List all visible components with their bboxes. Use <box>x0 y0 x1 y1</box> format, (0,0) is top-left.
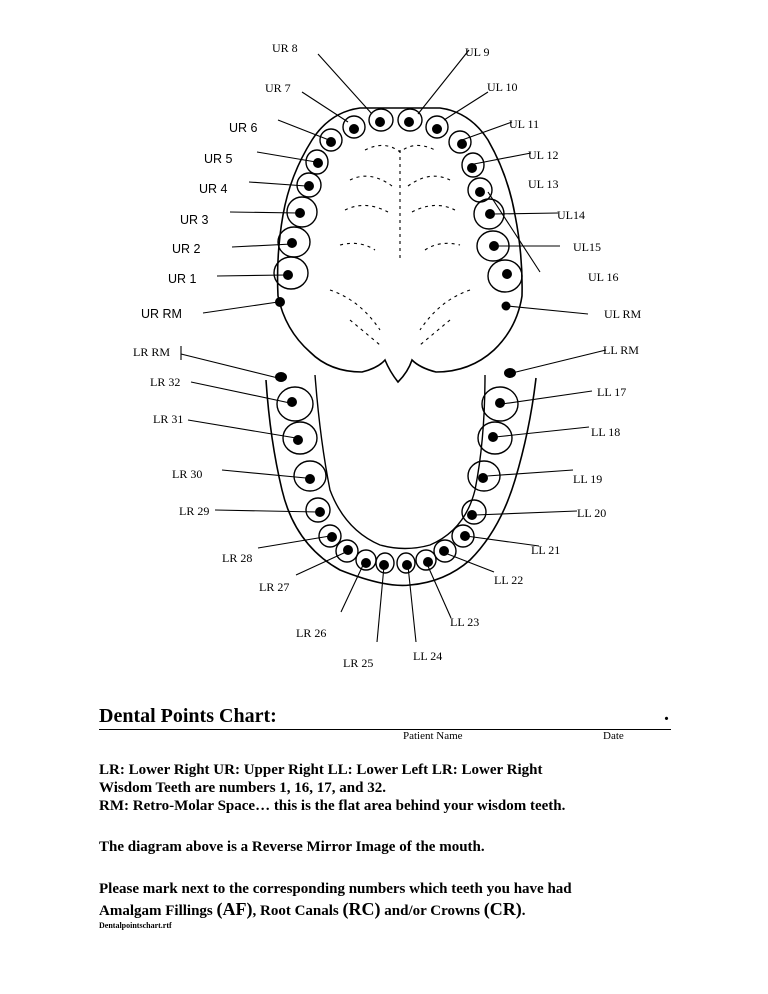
legend-line-wisdom-teeth: Wisdom Teeth are numbers 1, 16, 17, and 32. <box>99 780 386 796</box>
label-lr27: LR 27 <box>259 580 290 594</box>
label-ul13: UL 13 <box>528 177 559 191</box>
tooth-labels <box>133 41 642 670</box>
label-ll18: LL 18 <box>591 425 621 439</box>
upper-tooth-points <box>275 117 512 311</box>
legend-block <box>99 761 565 815</box>
label-ll24: LL 24 <box>413 649 443 663</box>
upper-palate-outline <box>278 108 523 382</box>
label-ur7: UR 7 <box>265 81 291 95</box>
label-ur4: UR 4 <box>199 182 228 196</box>
lower-tooth-points <box>275 368 516 570</box>
signature-line <box>99 729 671 730</box>
lower-jaw-inner <box>315 375 485 549</box>
label-ur3: UR 3 <box>180 213 209 227</box>
instr-root: , Root Canals <box>252 903 343 919</box>
label-lr30: LR 30 <box>172 467 203 481</box>
label-ur8: UR 8 <box>272 41 298 55</box>
label-ll22: LL 22 <box>494 573 524 587</box>
instr-amalgam: Amalgam Fillings <box>99 903 217 919</box>
title-row <box>99 705 671 731</box>
instr-end: . <box>521 903 526 919</box>
label-lr-rm: LR RM <box>133 345 171 359</box>
label-ul11: UL 11 <box>509 117 540 131</box>
label-ul12: UL 12 <box>528 148 559 162</box>
label-lr32: LR 32 <box>150 375 181 389</box>
label-lr26: LR 26 <box>296 626 327 640</box>
label-ll23: LL 23 <box>450 615 480 629</box>
instructions <box>99 879 572 921</box>
label-ll-rm: LL RM <box>603 343 639 357</box>
instr-crowns: and/or Crowns <box>380 903 484 919</box>
label-ur-rm: UR RM <box>141 307 182 321</box>
label-ur6: UR 6 <box>229 121 258 135</box>
legend-line-quadrants: LR: Lower Right UR: Upper Right LL: Lower Left LR: Lower Right <box>99 762 543 778</box>
label-ll21: LL 21 <box>531 543 561 557</box>
instr-rc: (RC) <box>342 899 381 919</box>
date-label: Date <box>603 730 624 742</box>
title-period: . <box>664 703 669 725</box>
patient-name-label: Patient Name <box>403 730 463 742</box>
instr-cr: (CR) <box>483 899 522 919</box>
file-name: Dentalpointschart.rtf <box>99 921 172 930</box>
label-lr28: LR 28 <box>222 551 253 565</box>
label-ul-rm: UL RM <box>604 307 642 321</box>
palate-rugae <box>330 145 470 345</box>
label-lr31: LR 31 <box>153 412 184 426</box>
label-ul10: UL 10 <box>487 80 518 94</box>
label-ll19: LL 19 <box>573 472 603 486</box>
label-ll20: LL 20 <box>577 506 607 520</box>
instructions-line-1: Please mark next to the corresponding numbers which teeth you have had <box>99 881 572 897</box>
label-ur2: UR 2 <box>172 242 201 256</box>
legend-line-retro-molar: RM: Retro-Molar Space… this is the flat area behind your wisdom teeth. <box>99 798 566 814</box>
instructions-line-2 <box>99 899 572 921</box>
label-ur5: UR 5 <box>204 152 233 166</box>
label-ul9: UL 9 <box>465 45 490 59</box>
diagram-note: The diagram above is a Reverse Mirror Image of the mouth. <box>99 839 485 855</box>
page-title: Dental Points Chart: <box>99 705 277 727</box>
label-ul14: UL14 <box>557 208 585 222</box>
label-ul15: UL15 <box>573 240 601 254</box>
label-ll17: LL 17 <box>597 385 627 399</box>
label-ul16: UL 16 <box>588 270 619 284</box>
label-ur1: UR 1 <box>168 272 197 286</box>
instr-af: (AF) <box>216 899 253 919</box>
label-lr25: LR 25 <box>343 656 374 670</box>
label-lr29: LR 29 <box>179 504 210 518</box>
